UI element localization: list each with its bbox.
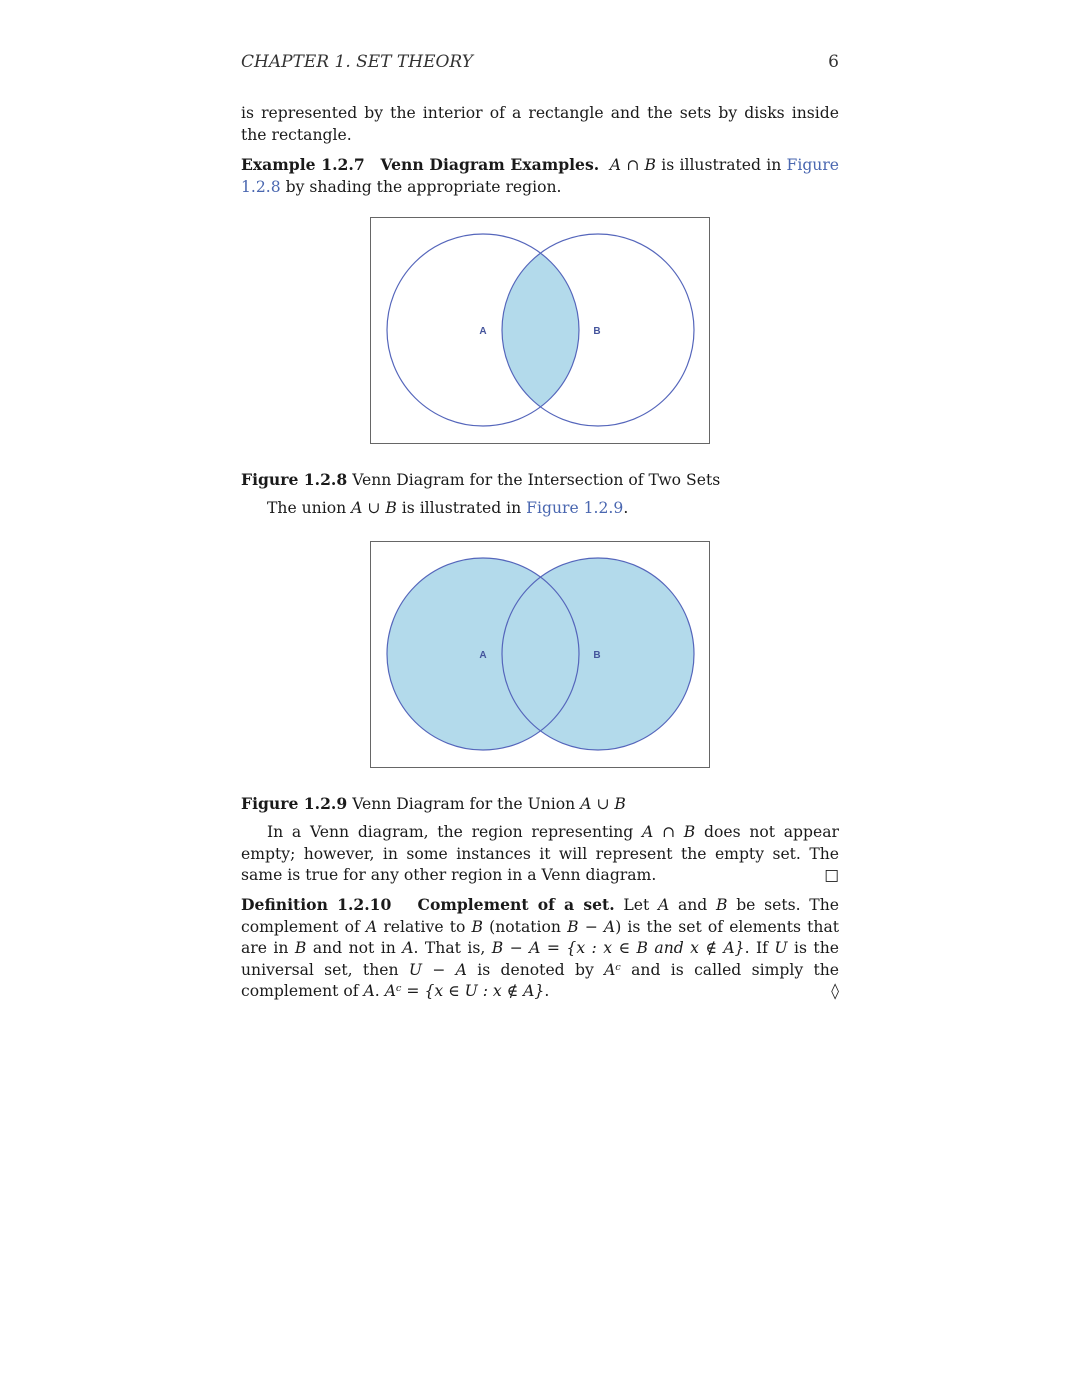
def-math: B − A <box>567 917 616 936</box>
example-text-mid: is illustrated in <box>655 156 787 174</box>
venn-intersection-svg <box>371 218 709 443</box>
set-a-label: A <box>479 650 487 661</box>
def-text: and not in <box>306 939 403 957</box>
def-math: B <box>294 939 307 957</box>
def-text: be sets. The complement of <box>241 896 839 936</box>
union-sentence <box>241 498 839 520</box>
def-text: and is called simply the complement of <box>241 960 839 1000</box>
definition-title: Complement of a set. <box>417 895 615 914</box>
def-math: Aᶜ = {x ∈ U : x ∉ A} <box>384 982 545 1000</box>
end-of-definition-mark: ◊ <box>831 982 839 1000</box>
def-text: and <box>669 896 717 914</box>
def-math: U <box>774 939 788 957</box>
def-text: is the universal set, then <box>241 939 839 979</box>
def-math: U − A <box>408 960 467 979</box>
caption-expr: A ∪ B <box>580 795 626 813</box>
definition-paragraph <box>241 894 839 1003</box>
chapter-title: CHAPTER 1. SET THEORY <box>241 52 473 72</box>
running-head <box>241 52 839 78</box>
definition-number: Definition 1.2.10 <box>241 895 392 914</box>
def-text: . <box>544 982 550 1000</box>
caption-text: Venn Diagram for the Union <box>352 795 581 813</box>
figure-1-2-8-caption <box>241 469 839 491</box>
remark-expr: A ∩ B <box>642 823 696 841</box>
union-text-pre: The union <box>267 499 352 517</box>
venn-union-svg <box>371 542 709 767</box>
caption-number: Figure 1.2.9 <box>241 794 348 813</box>
caption-number: Figure 1.2.8 <box>241 470 348 489</box>
def-text: is denoted by <box>466 960 605 979</box>
def-math: A <box>363 982 375 1000</box>
def-math: A <box>657 896 670 914</box>
def-math: B <box>471 917 484 936</box>
union-text-end: . <box>623 499 629 517</box>
example-text-end: by shading the appropriate region. <box>280 177 562 196</box>
figure-1-2-9-caption <box>241 793 839 815</box>
def-text: . That is, <box>413 939 492 957</box>
def-math: A <box>402 939 414 957</box>
def-text: (notation <box>483 917 568 936</box>
venn-intersection-figure <box>370 217 710 444</box>
remark-text-post: does not appear empty; however, in some instances it will represent the empty set. The same is true for any other region in a Venn diagram. <box>241 823 839 884</box>
def-math: A <box>365 917 378 936</box>
example-number: Example 1.2.7 <box>241 155 365 174</box>
set-b-label: B <box>593 650 601 661</box>
figure-1-2-8-link[interactable]: Figure 1.2.8 <box>241 156 840 196</box>
def-text: ) is the set of elements that are in <box>241 917 840 957</box>
example-expr: A ∩ B <box>609 156 656 174</box>
page-number: 6 <box>828 52 839 72</box>
remark-paragraph <box>241 822 839 887</box>
def-math: Aᶜ <box>604 960 621 979</box>
def-text: relative to <box>377 917 472 936</box>
union-expr: A ∪ B <box>351 499 397 517</box>
venn-union-figure <box>370 541 710 768</box>
def-math: B <box>716 896 728 914</box>
example-title: Venn Diagram Examples. <box>380 155 600 174</box>
intro-paragraph: is represented by the interior of a rectangle and the sets by disks inside the rectangle. <box>241 104 839 144</box>
example-paragraph <box>241 154 839 198</box>
def-math: B − A = {x : x ∈ B and x ∉ A} <box>491 939 745 957</box>
def-text: . If <box>744 939 775 957</box>
figure-1-2-9-link[interactable]: Figure 1.2.9 <box>526 499 624 517</box>
def-text: . <box>374 982 385 1000</box>
def-text: Let <box>614 896 658 914</box>
caption-text: Venn Diagram for the Intersection of Two Sets <box>352 471 721 489</box>
remark-text-pre: In a Venn diagram, the region representing <box>267 823 643 841</box>
end-of-example-mark: □ <box>824 866 839 884</box>
union-text-mid: is illustrated in <box>396 499 527 517</box>
set-b-label: B <box>593 326 601 337</box>
set-a-label: A <box>479 326 487 337</box>
